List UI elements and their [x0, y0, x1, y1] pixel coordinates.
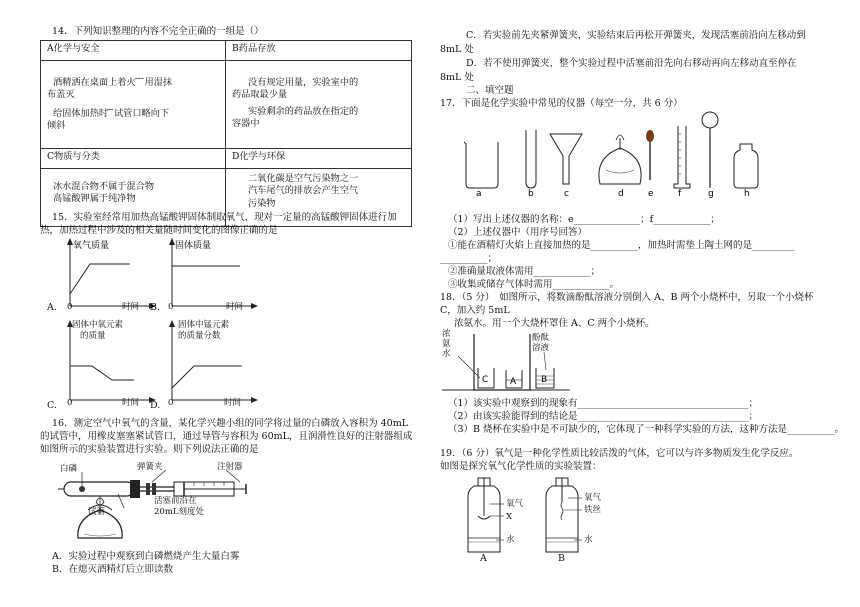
q16-opt-c-1: C．若实验前先夹紧弹簧夹，实验结束后再松开弹簧夹，发现活塞前沿向左移动到 [466, 30, 806, 41]
q15-c-ylabel-2: 的质量 [80, 331, 106, 341]
q15-opt-c: C. [47, 400, 57, 411]
q18-1: （1）该实验中观察到的现象有____________________________________； [448, 398, 759, 409]
q16-label-piston-2: 20mL刻度处 [154, 507, 205, 517]
q14-stem: 14．下列知识整理的内容不完全正确的一组是（） [52, 26, 264, 37]
q15-a-ylabel: 氧气质量 [73, 241, 110, 251]
q18-label-nh3: 浓 氨 水 [442, 329, 451, 359]
q14-b-title: B药品存放 [226, 41, 412, 61]
instrument-label-e: e [648, 189, 654, 198]
q15-c-xlabel: 时间 [122, 398, 140, 408]
q16-label-syringe: 注射器 [217, 462, 243, 472]
instrument-label-d: d [618, 189, 624, 198]
q14-d-content: 二氧化碳是空气污染物之一 汽车尾气的排放会产生空气 污染物 [226, 169, 412, 227]
q15-a-xlabel: 时间 [122, 302, 140, 312]
q15-opt-a: A. [47, 302, 57, 313]
q19-stem-1: 19．（6 分）氧气是一种化学性质比较活泼的气体，它可以与许多物质发生化学反应。 [440, 448, 799, 459]
q16-opt-d-2: 8mL 处 [440, 72, 474, 83]
q19-label-a: A [480, 553, 487, 564]
q19-b-oxygen: 氧气 [584, 493, 602, 503]
q14-c-title: C物质与分类 [41, 149, 226, 169]
instrument-label-a: a [476, 189, 482, 198]
q15-graph-d [150, 318, 270, 410]
q15-b-ylabel: 固体质量 [175, 241, 212, 251]
q14-d-title: D化学与环保 [226, 149, 412, 169]
instrument-label-c: c [564, 189, 569, 198]
q15-opt-b: B. [150, 302, 161, 313]
q18-cup-b: B [541, 375, 548, 385]
q15-c-ylabel-1: 固体中氧元素 [72, 320, 124, 330]
q15-stem-2: 热，加热过程中涉及的相关量随时间变化的图像正确的是 [40, 225, 278, 236]
q16-label-tube: 试管 [88, 507, 106, 517]
q19-stem-2: 如图是探究氧气化学性质的实验装置： [440, 461, 602, 472]
q18-2: （2）由该实验能得到的结论是____________________________________； [448, 411, 759, 422]
q17-2a: ①能在酒精灯火焰上直接加热的是__________，加热时需垫上陶土网的是_________ [448, 240, 795, 251]
q14-a-content: 酒精洒在桌面上着火 ̄ ̄ ̄用湿抹 布盖灭 给固体加热时 ̄ ̄试管口略向下 倾斜 [41, 61, 226, 149]
q16-label-piston-1: 活塞前沿在 [154, 496, 197, 506]
q19-b-water: 水 [584, 535, 593, 545]
q14-b-content: 没有规定用量，实验室中的 药品取最少量 实验剩余的药品放在指定的 容器中 [226, 61, 412, 149]
instrument-label-g: g [708, 189, 714, 198]
q16-label-clamp: 弹簧夹 [137, 462, 163, 472]
q16-stem-1: 16．测定空气中氧气的含量，某化学兴趣小组的同学将过量的白磷放入容积为 40mL [52, 418, 409, 429]
q18-stem-2: C，加入约 5mL [440, 305, 510, 316]
q15-d-origin: 0 [168, 398, 174, 408]
section-title: 二、填空题 [466, 85, 514, 96]
q16-opt-a: A．实验过程中观察到白磷燃烧产生大量白雾 [52, 551, 240, 562]
q15-d-xlabel: 时间 [224, 398, 242, 408]
q16-opt-c-2: 8mL 处 [440, 44, 474, 55]
q19-a-oxygen: 氧气 [506, 499, 524, 509]
q18-stem-3: 浓氨水。用一个大烧杯罩住 A、C 两个小烧杯。 [454, 318, 655, 329]
instrument-label-b: b [528, 189, 534, 198]
q15-d-ylabel-1: 固体中锰元素 [178, 320, 230, 330]
instrument-label-f: f [678, 189, 682, 198]
q15-graph-a [40, 236, 160, 316]
q19-a-x: X [506, 512, 513, 522]
q16-label-baling: 白磷 [60, 464, 78, 474]
q19-a-water: 水 [506, 535, 515, 545]
q14-c-content: 冰水混合物不属于混合物 高锰酸钾属于纯净物 [41, 169, 226, 227]
q14-table [40, 40, 412, 227]
q18-cup-c: C [482, 375, 489, 385]
q16-opt-b: B．在熄灭酒精灯后立即读数 [52, 564, 173, 575]
q18-apparatus [440, 326, 580, 396]
q18-cup-a: A [510, 377, 517, 387]
q16-stem-2: 的试管中，用橡皮塞塞紧试管口，通过导管与容积为 60mL，且润滑性良好的注射器组成 [40, 431, 413, 442]
q17-instruments [452, 110, 772, 198]
q15-stem-1: 15．实验室经常用加热高锰酸钾固体制取氧气，现对一定量的高锰酸钾固体进行加 [52, 212, 397, 223]
q15-b-xlabel: 时间 [226, 302, 244, 312]
q17-1: （1）写出上述仪器的名称：e______________；f____________； [448, 214, 720, 225]
q18-stem-1: 18．（5 分） 如图所示，将数滴酚酞溶液分别倒入 A、B 两个小烧杯中，另取一个小烧杯 [440, 292, 814, 303]
q17-2c: ③收集或储存气体时需用____________。 [448, 279, 620, 290]
q15-d-ylabel-2: 的质量分数 [178, 331, 221, 341]
q19-label-b: B [558, 553, 565, 564]
q18-label-phen: 酚酞 溶液 [532, 333, 550, 353]
q15-b-origin: 0 [168, 302, 174, 312]
q16-opt-d-1: D．若不使用弹簧夹，整个实验过程中活塞前沿先向右移动再向左移动直至停在 [466, 58, 797, 69]
q14-a-title: A化学与安全 [41, 41, 226, 61]
q19-b-wire: 铁丝 [584, 505, 602, 515]
q17-2a-blank: __________； [440, 253, 498, 264]
q17-2b: ②准确量取液体需用____________； [448, 266, 601, 277]
q16-stem-3: 如图所示的实验装置进行实验。则下列说法正确的是 [40, 444, 259, 455]
q17-2: （2）上述仪器中（用序号回答） [448, 227, 588, 238]
q15-opt-d: D. [150, 400, 161, 411]
q18-3: （3）B 烧杯在实验中是不可缺少的，它体现了一种科学实验的方法，这种方法是__________。 [448, 424, 845, 435]
q17-stem: 17．下面是化学实验中常见的仪器（每空一分，共 6 分） [440, 98, 683, 109]
q15-c-origin: 0 [67, 398, 73, 408]
q15-a-origin: 0 [67, 302, 73, 312]
instrument-label-h: h [744, 189, 750, 198]
q15-graph-c [40, 318, 160, 410]
